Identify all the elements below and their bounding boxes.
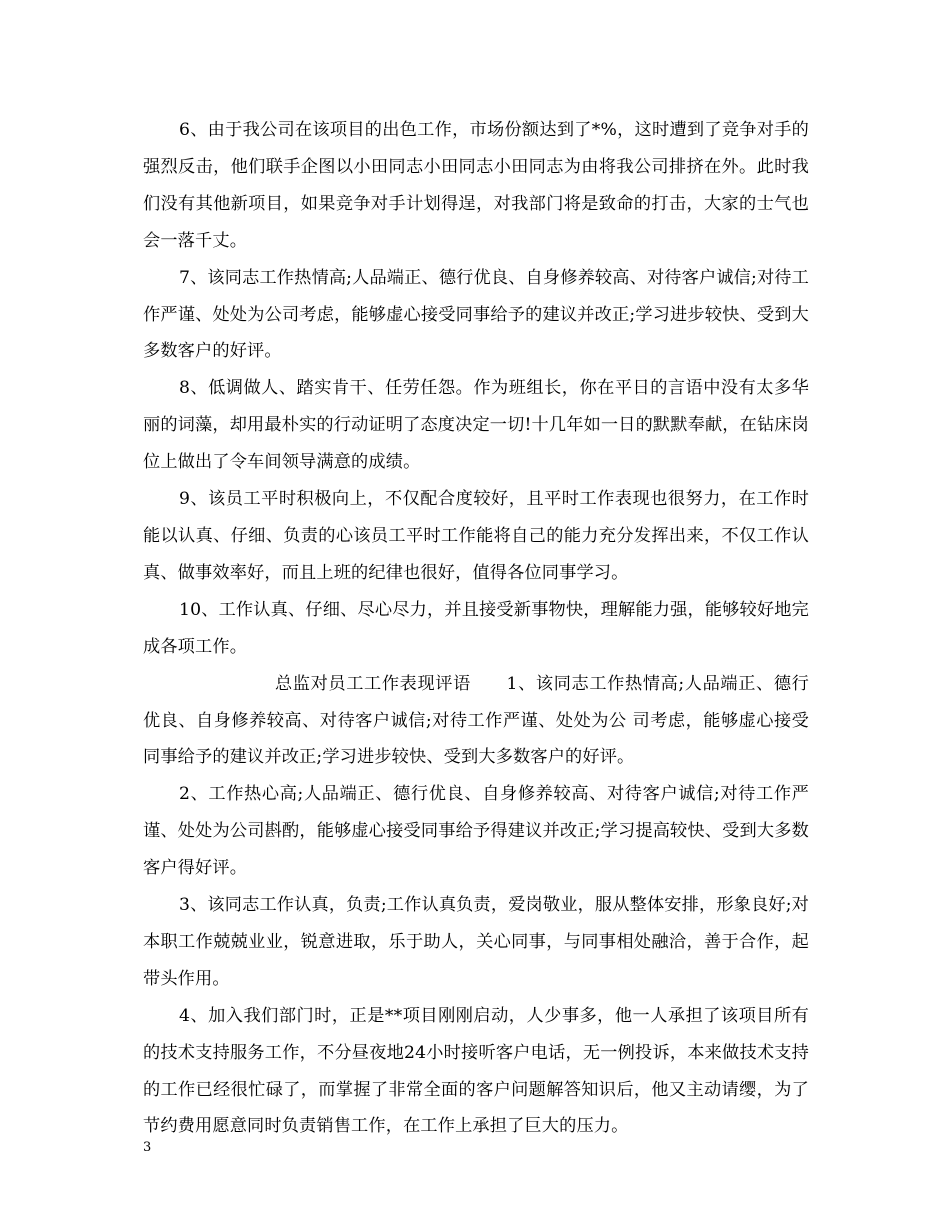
page-number: 3: [143, 1140, 152, 1155]
paragraph-10: 10、工作认真、仔细、尽心尽力，并且接受新事物快，理解能力强，能够较好地完成各项工作。: [143, 599, 809, 657]
paragraph-7: 7、该同志工作热情高;人品端正、德行优良、自身修养较高、对待客户诚信;对待工作严谨、处处为公司考虑，能够虚心接受同事给予的建议并改正;学习进步较快、受到大多数客户的好评。: [143, 267, 809, 362]
document-body: [143, 112, 809, 1145]
paragraph-4: 4、加入我们部门时，正是**项目刚刚启动，人少事多，他一人承担了该项目所有的技术支持服务工作，不分昼夜地24小时接听客户电话，无一例投诉，本来做技术支持的工作已经很忙碌了，而掌握了非常全面的客户问题解答知识后，他又主动请缨，为了节约费用愿意同时负责销售工作，在工作上承担了巨大的压力。: [143, 1005, 809, 1137]
paragraph-8: 8、低调做人、踏实肯干、任劳任怨。作为班组长，你在平日的言语中没有太多华丽的词藻，却用最朴实的行动证明了态度决定一切!十几年如一日的默默奉献，在钻床岗位上做出了令车间领导满意的成绩。: [143, 378, 809, 473]
paragraph-3: 3、该同志工作认真，负责;工作认真负责，爱岗敬业，服从整体安排，形象良好;对本职工作兢兢业业，锐意进取，乐于助人，关心同事，与同事相处融洽，善于合作，起带头作用。: [143, 895, 809, 989]
paragraph-2: 2、工作热心高;人品端正、德行优良、自身修养较高、对待客户诚信;对待工作严谨、处处为公司斟酌，能够虚心接受同事给予得建议并改正;学习提高较快、受到大多数客户得好评。: [143, 784, 809, 879]
paragraph-9: 9、该员工平时积极向上，不仅配合度较好，且平时工作表现也很努力，在工作时能以认真、仔细、负责的心该员工平时工作能将自己的能力充分发挥出来，不仅工作认真、做事效率好，而且上班的纪律也很好，值得各位同事学习。: [143, 489, 809, 583]
section-heading-paragraph: 总监对员工工作表现评语 1、该同志工作热情高;人品端正、德行优良、自身修养较高、对待客户诚信;对待工作严谨、处处为公 司考虑，能够虚心接受同事给予的建议并改正;学习进步较快、受到大多数客户的好评。: [143, 673, 809, 768]
paragraph-6: 6、由于我公司在该项目的出色工作，市场份额达到了*%，这时遭到了竞争对手的强烈反击，他们联手企图以小田同志小田同志小田同志为由将我公司排挤在外。此时我们没有其他新项目，如果竞争对手计划得逞，对我部门将是致命的打击，大家的士气也会一落千丈。: [143, 120, 809, 251]
